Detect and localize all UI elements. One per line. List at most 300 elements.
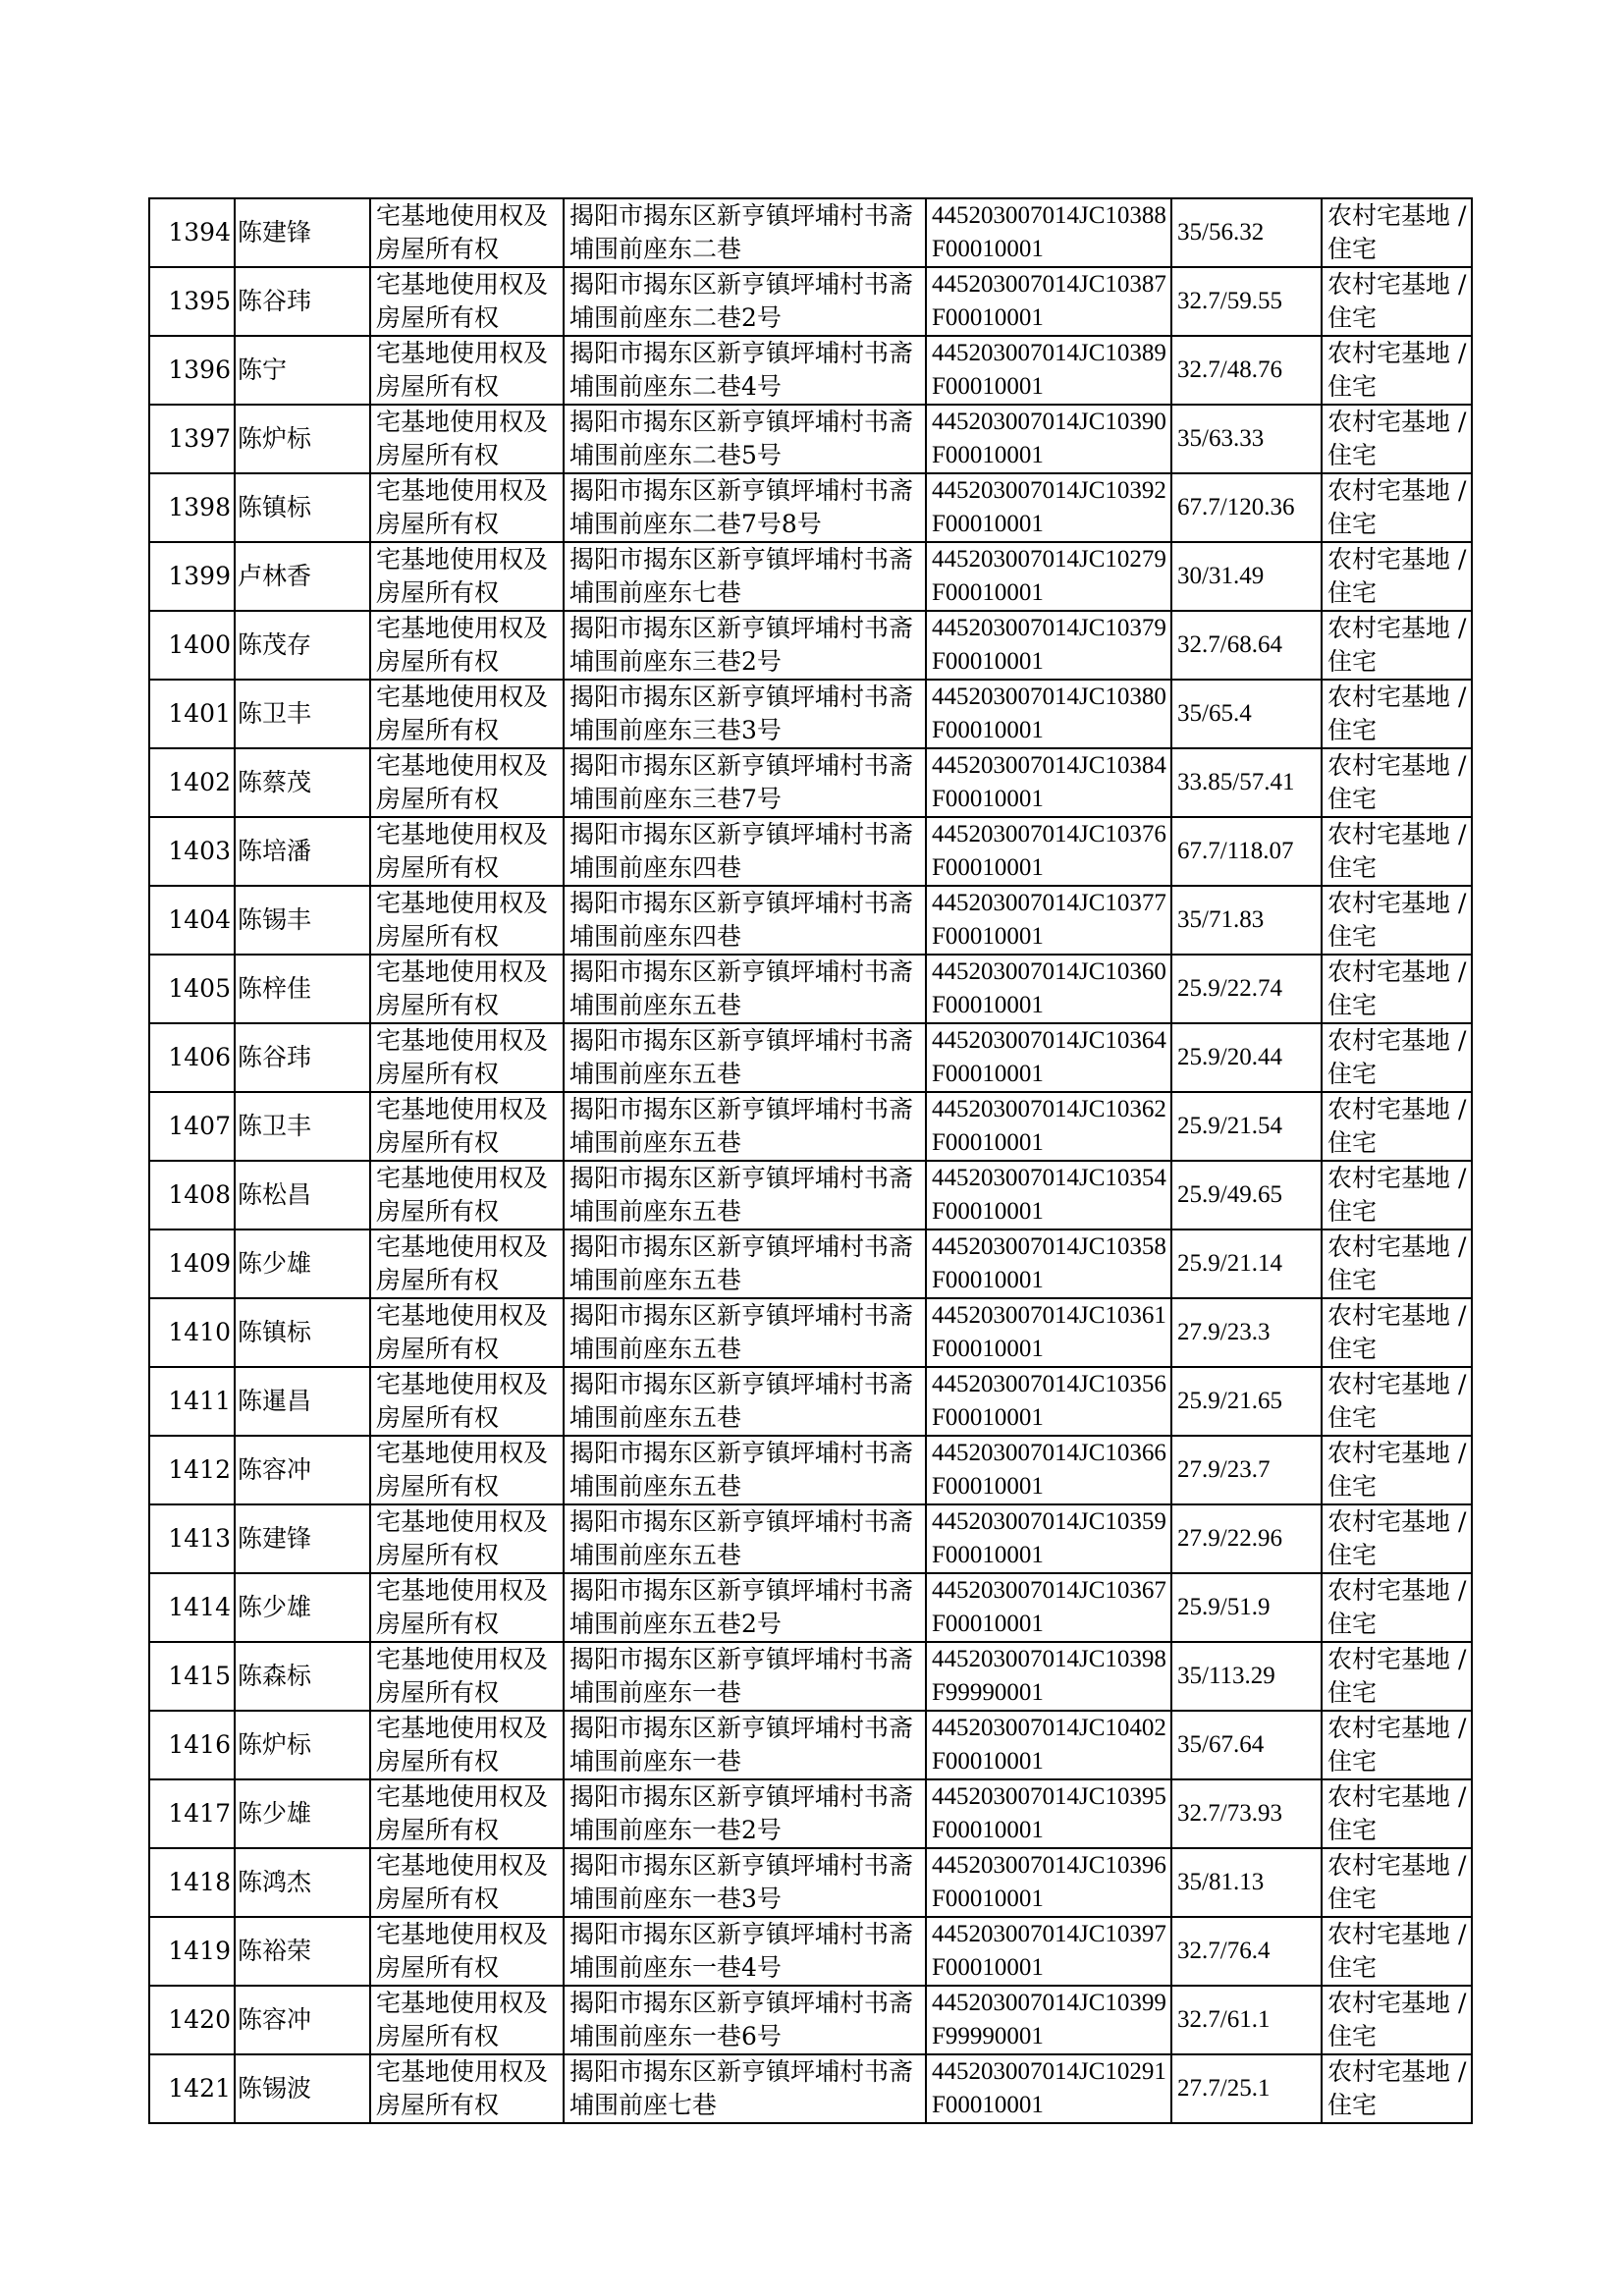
row-number-cell-text: 1409 xyxy=(168,1249,231,1278)
owner-name-cell-text: 陈卫丰 xyxy=(238,699,312,728)
right-type-cell xyxy=(370,1023,564,1092)
owner-name-cell xyxy=(235,542,370,611)
area-cell xyxy=(1171,1367,1322,1436)
area-cell xyxy=(1171,1092,1322,1161)
row-number-cell xyxy=(149,1642,235,1711)
row-number-cell xyxy=(149,1986,235,2054)
land-use-cell xyxy=(1322,1367,1472,1436)
owner-name-cell-text: 陈谷玮 xyxy=(238,1043,312,1071)
row-number-cell-text: 1416 xyxy=(168,1730,231,1759)
land-use-cell xyxy=(1322,1092,1472,1161)
land-use-cell-text: 农村宅基地 / 住宅 xyxy=(1327,1714,1467,1776)
right-type-cell xyxy=(370,1779,564,1848)
owner-name-cell-text: 陈锡波 xyxy=(238,2074,312,2103)
owner-name-cell-text: 陈镇标 xyxy=(238,493,312,521)
land-use-cell-text: 农村宅基地 / 住宅 xyxy=(1327,1989,1467,2050)
land-use-cell-text: 农村宅基地 / 住宅 xyxy=(1327,751,1467,813)
location-cell xyxy=(564,336,926,405)
row-number-cell-text: 1410 xyxy=(168,1318,231,1346)
land-use-cell-text: 农村宅基地 / 住宅 xyxy=(1327,408,1467,469)
right-type-cell xyxy=(370,2054,564,2123)
location-cell xyxy=(564,1298,926,1367)
area-cell-text: 25.9/21.14 xyxy=(1177,1250,1282,1277)
area-cell-text: 25.9/21.54 xyxy=(1177,1113,1282,1139)
area-cell xyxy=(1171,817,1322,886)
table-row xyxy=(149,955,1472,1023)
location-cell-text: 揭阳市揭东区新亨镇坪埔村书斋埔围前座东一巷 xyxy=(569,1714,914,1776)
land-use-cell-text: 农村宅基地 / 住宅 xyxy=(1327,2057,1467,2119)
row-number-cell-text: 1418 xyxy=(168,1868,231,1896)
owner-name-cell-text: 陈镇标 xyxy=(238,1318,312,1346)
area-cell-text: 35/67.64 xyxy=(1177,1731,1265,1758)
row-number-cell-text: 1403 xyxy=(168,837,231,865)
right-type-cell xyxy=(370,473,564,542)
row-number-cell xyxy=(149,542,235,611)
unit-code-cell xyxy=(926,1779,1171,1848)
owner-name-cell xyxy=(235,1092,370,1161)
land-use-cell-text: 农村宅基地 / 住宅 xyxy=(1327,339,1467,401)
right-type-cell xyxy=(370,1986,564,2054)
owner-name-cell xyxy=(235,267,370,336)
right-type-cell-text: 宅基地使用权及房屋所有权 xyxy=(376,201,549,263)
land-use-cell-text: 农村宅基地 / 住宅 xyxy=(1327,1301,1467,1363)
area-cell xyxy=(1171,267,1322,336)
area-cell xyxy=(1171,1436,1322,1504)
area-cell-text: 25.9/22.74 xyxy=(1177,975,1282,1002)
area-cell xyxy=(1171,1573,1322,1642)
row-number-cell xyxy=(149,336,235,405)
unit-code-cell xyxy=(926,2054,1171,2123)
unit-code-cell-text: 445203007014JC10362F00010001 xyxy=(932,1096,1166,1156)
right-type-cell-text: 宅基地使用权及房屋所有权 xyxy=(376,1026,549,1088)
location-cell xyxy=(564,1917,926,1986)
owner-name-cell xyxy=(235,680,370,748)
location-cell-text: 揭阳市揭东区新亨镇坪埔村书斋埔围前座东一巷4号 xyxy=(569,1920,914,1982)
right-type-cell xyxy=(370,1161,564,1229)
unit-code-cell xyxy=(926,473,1171,542)
location-cell xyxy=(564,1848,926,1917)
area-cell-text: 27.9/23.3 xyxy=(1177,1319,1271,1345)
unit-code-cell xyxy=(926,198,1171,267)
row-number-cell-text: 1405 xyxy=(168,974,231,1003)
row-number-cell-text: 1399 xyxy=(168,562,231,590)
unit-code-cell xyxy=(926,1436,1171,1504)
land-use-cell xyxy=(1322,1917,1472,1986)
right-type-cell-text: 宅基地使用权及房屋所有权 xyxy=(376,545,549,607)
unit-code-cell xyxy=(926,405,1171,473)
location-cell xyxy=(564,1573,926,1642)
row-number-cell xyxy=(149,1023,235,1092)
unit-code-cell-text: 445203007014JC10291F00010001 xyxy=(932,2058,1166,2118)
land-use-cell-text: 农村宅基地 / 住宅 xyxy=(1327,1920,1467,1982)
location-cell-text: 揭阳市揭东区新亨镇坪埔村书斋埔围前座东五巷 xyxy=(569,1507,914,1569)
row-number-cell xyxy=(149,1161,235,1229)
location-cell xyxy=(564,1986,926,2054)
right-type-cell-text: 宅基地使用权及房屋所有权 xyxy=(376,820,549,882)
right-type-cell-text: 宅基地使用权及房屋所有权 xyxy=(376,408,549,469)
table-row xyxy=(149,1229,1472,1298)
land-use-cell xyxy=(1322,1711,1472,1779)
area-cell xyxy=(1171,2054,1322,2123)
owner-name-cell-text: 陈锡丰 xyxy=(238,905,312,934)
unit-code-cell-text: 445203007014JC10388F00010001 xyxy=(932,202,1166,262)
location-cell xyxy=(564,542,926,611)
area-cell-text: 35/81.13 xyxy=(1177,1869,1265,1895)
unit-code-cell xyxy=(926,1367,1171,1436)
unit-code-cell-text: 445203007014JC10399F99990001 xyxy=(932,1990,1166,2049)
table-row xyxy=(149,1779,1472,1848)
right-type-cell xyxy=(370,1573,564,1642)
location-cell-text: 揭阳市揭东区新亨镇坪埔村书斋埔围前座东五巷 xyxy=(569,1370,914,1432)
right-type-cell xyxy=(370,1298,564,1367)
area-cell-text: 30/31.49 xyxy=(1177,563,1265,589)
table-row xyxy=(149,886,1472,955)
land-use-cell xyxy=(1322,473,1472,542)
right-type-cell-text: 宅基地使用权及房屋所有权 xyxy=(376,1576,549,1638)
row-number-cell-text: 1400 xyxy=(168,630,231,659)
owner-name-cell xyxy=(235,405,370,473)
location-cell xyxy=(564,817,926,886)
location-cell xyxy=(564,1711,926,1779)
area-cell xyxy=(1171,1779,1322,1848)
land-use-cell-text: 农村宅基地 / 住宅 xyxy=(1327,1576,1467,1638)
unit-code-cell xyxy=(926,1711,1171,1779)
owner-name-cell xyxy=(235,473,370,542)
location-cell-text: 揭阳市揭东区新亨镇坪埔村书斋埔围前座东五巷 xyxy=(569,1439,914,1501)
table-row xyxy=(149,198,1472,267)
area-cell xyxy=(1171,1229,1322,1298)
area-cell-text: 25.9/20.44 xyxy=(1177,1044,1282,1070)
land-use-cell-text: 农村宅基地 / 住宅 xyxy=(1327,476,1467,538)
area-cell xyxy=(1171,886,1322,955)
right-type-cell-text: 宅基地使用权及房屋所有权 xyxy=(376,1095,549,1157)
table-row xyxy=(149,1367,1472,1436)
unit-code-cell xyxy=(926,817,1171,886)
area-cell xyxy=(1171,336,1322,405)
unit-code-cell-text: 445203007014JC10384F00010001 xyxy=(932,752,1166,812)
land-use-cell xyxy=(1322,817,1472,886)
location-cell xyxy=(564,1229,926,1298)
right-type-cell xyxy=(370,1504,564,1573)
land-use-cell-text: 农村宅基地 / 住宅 xyxy=(1327,545,1467,607)
area-cell-text: 32.7/59.55 xyxy=(1177,288,1282,314)
owner-name-cell-text: 陈裕荣 xyxy=(238,1937,312,1965)
location-cell xyxy=(564,1092,926,1161)
owner-name-cell xyxy=(235,1436,370,1504)
table-row xyxy=(149,267,1472,336)
location-cell xyxy=(564,886,926,955)
location-cell-text: 揭阳市揭东区新亨镇坪埔村书斋埔围前座东三巷7号 xyxy=(569,751,914,813)
right-type-cell xyxy=(370,405,564,473)
right-type-cell-text: 宅基地使用权及房屋所有权 xyxy=(376,889,549,951)
land-use-cell xyxy=(1322,1436,1472,1504)
area-cell xyxy=(1171,1642,1322,1711)
land-use-cell xyxy=(1322,1504,1472,1573)
land-use-cell xyxy=(1322,1573,1472,1642)
unit-code-cell xyxy=(926,1848,1171,1917)
area-cell-text: 35/113.29 xyxy=(1177,1663,1275,1689)
owner-name-cell xyxy=(235,1711,370,1779)
right-type-cell-text: 宅基地使用权及房屋所有权 xyxy=(376,1782,549,1844)
location-cell-text: 揭阳市揭东区新亨镇坪埔村书斋埔围前座东五巷 xyxy=(569,1026,914,1088)
area-cell xyxy=(1171,611,1322,680)
land-use-cell xyxy=(1322,1848,1472,1917)
owner-name-cell-text: 陈鸿杰 xyxy=(238,1868,312,1896)
unit-code-cell xyxy=(926,1161,1171,1229)
owner-name-cell xyxy=(235,1848,370,1917)
right-type-cell xyxy=(370,955,564,1023)
table-row xyxy=(149,1986,1472,2054)
row-number-cell-text: 1417 xyxy=(168,1799,231,1828)
unit-code-cell-text: 445203007014JC10402F00010001 xyxy=(932,1715,1166,1775)
location-cell-text: 揭阳市揭东区新亨镇坪埔村书斋埔围前座东五巷 xyxy=(569,957,914,1019)
area-cell-text: 67.7/120.36 xyxy=(1177,494,1295,520)
unit-code-cell xyxy=(926,1092,1171,1161)
row-number-cell xyxy=(149,1917,235,1986)
right-type-cell-text: 宅基地使用权及房屋所有权 xyxy=(376,751,549,813)
owner-name-cell xyxy=(235,817,370,886)
area-cell xyxy=(1171,198,1322,267)
location-cell xyxy=(564,1023,926,1092)
row-number-cell-text: 1398 xyxy=(168,493,231,521)
row-number-cell xyxy=(149,1779,235,1848)
right-type-cell-text: 宅基地使用权及房屋所有权 xyxy=(376,2057,549,2119)
unit-code-cell xyxy=(926,1023,1171,1092)
unit-code-cell xyxy=(926,336,1171,405)
owner-name-cell-text: 陈炉标 xyxy=(238,1730,312,1759)
location-cell-text: 揭阳市揭东区新亨镇坪埔村书斋埔围前座东二巷7号8号 xyxy=(569,476,914,538)
unit-code-cell-text: 445203007014JC10392F00010001 xyxy=(932,477,1166,537)
location-cell xyxy=(564,955,926,1023)
land-use-cell xyxy=(1322,1642,1472,1711)
unit-code-cell xyxy=(926,955,1171,1023)
right-type-cell xyxy=(370,1917,564,1986)
row-number-cell xyxy=(149,1229,235,1298)
unit-code-cell xyxy=(926,1917,1171,1986)
right-type-cell xyxy=(370,748,564,817)
row-number-cell xyxy=(149,886,235,955)
area-cell xyxy=(1171,473,1322,542)
table-row xyxy=(149,680,1472,748)
right-type-cell xyxy=(370,542,564,611)
unit-code-cell-text: 445203007014JC10364F00010001 xyxy=(932,1027,1166,1087)
location-cell xyxy=(564,198,926,267)
land-use-cell xyxy=(1322,1298,1472,1367)
right-type-cell-text: 宅基地使用权及房屋所有权 xyxy=(376,476,549,538)
row-number-cell xyxy=(149,611,235,680)
table-row xyxy=(149,1573,1472,1642)
row-number-cell-text: 1411 xyxy=(168,1387,231,1415)
table-row xyxy=(149,1092,1472,1161)
land-use-cell-text: 农村宅基地 / 住宅 xyxy=(1327,614,1467,676)
unit-code-cell-text: 445203007014JC10354F00010001 xyxy=(932,1165,1166,1225)
owner-name-cell-text: 陈少雄 xyxy=(238,1799,312,1828)
table-row xyxy=(149,336,1472,405)
location-cell xyxy=(564,2054,926,2123)
unit-code-cell-text: 445203007014JC10279F00010001 xyxy=(932,546,1166,606)
row-number-cell-text: 1414 xyxy=(168,1593,231,1621)
location-cell xyxy=(564,405,926,473)
table-row xyxy=(149,405,1472,473)
unit-code-cell xyxy=(926,680,1171,748)
right-type-cell-text: 宅基地使用权及房屋所有权 xyxy=(376,1439,549,1501)
owner-name-cell-text: 陈卫丰 xyxy=(238,1112,312,1140)
owner-name-cell xyxy=(235,1161,370,1229)
row-number-cell xyxy=(149,1436,235,1504)
row-number-cell xyxy=(149,680,235,748)
land-use-cell xyxy=(1322,1986,1472,2054)
owner-name-cell xyxy=(235,1023,370,1092)
land-use-cell xyxy=(1322,336,1472,405)
owner-name-cell xyxy=(235,198,370,267)
unit-code-cell-text: 445203007014JC10366F00010001 xyxy=(932,1440,1166,1500)
unit-code-cell xyxy=(926,1298,1171,1367)
land-use-cell-text: 农村宅基地 / 住宅 xyxy=(1327,1782,1467,1844)
owner-name-cell-text: 陈容冲 xyxy=(238,1455,312,1484)
row-number-cell xyxy=(149,1367,235,1436)
row-number-cell xyxy=(149,1848,235,1917)
owner-name-cell xyxy=(235,1986,370,2054)
unit-code-cell-text: 445203007014JC10387F00010001 xyxy=(932,271,1166,331)
land-use-cell xyxy=(1322,405,1472,473)
table-row xyxy=(149,542,1472,611)
location-cell xyxy=(564,1504,926,1573)
row-number-cell-text: 1407 xyxy=(168,1112,231,1140)
right-type-cell xyxy=(370,267,564,336)
area-cell xyxy=(1171,1023,1322,1092)
row-number-cell xyxy=(149,1573,235,1642)
table-row xyxy=(149,1298,1472,1367)
land-use-cell xyxy=(1322,2054,1472,2123)
table-row xyxy=(149,1023,1472,1092)
land-use-cell xyxy=(1322,1779,1472,1848)
right-type-cell-text: 宅基地使用权及房屋所有权 xyxy=(376,1370,549,1432)
land-use-cell xyxy=(1322,886,1472,955)
owner-name-cell xyxy=(235,1229,370,1298)
row-number-cell-text: 1420 xyxy=(168,2005,231,2034)
land-use-cell-text: 农村宅基地 / 住宅 xyxy=(1327,201,1467,263)
owner-name-cell xyxy=(235,1573,370,1642)
row-number-cell-text: 1401 xyxy=(168,699,231,728)
location-cell-text: 揭阳市揭东区新亨镇坪埔村书斋埔围前座东五巷 xyxy=(569,1301,914,1363)
location-cell-text: 揭阳市揭东区新亨镇坪埔村书斋埔围前座东二巷5号 xyxy=(569,408,914,469)
location-cell xyxy=(564,748,926,817)
land-use-cell xyxy=(1322,1161,1472,1229)
owner-name-cell-text: 陈宁 xyxy=(238,355,288,384)
right-type-cell xyxy=(370,1367,564,1436)
right-type-cell-text: 宅基地使用权及房屋所有权 xyxy=(376,1645,549,1707)
owner-name-cell-text: 陈梓佳 xyxy=(238,974,312,1003)
area-cell xyxy=(1171,748,1322,817)
unit-code-cell-text: 445203007014JC10397F00010001 xyxy=(932,1921,1166,1981)
right-type-cell-text: 宅基地使用权及房屋所有权 xyxy=(376,339,549,401)
registry-table xyxy=(148,197,1473,2124)
unit-code-cell xyxy=(926,1986,1171,2054)
unit-code-cell-text: 445203007014JC10356F00010001 xyxy=(932,1371,1166,1431)
land-use-cell-text: 农村宅基地 / 住宅 xyxy=(1327,1026,1467,1088)
right-type-cell xyxy=(370,198,564,267)
land-use-cell-text: 农村宅基地 / 住宅 xyxy=(1327,1095,1467,1157)
location-cell xyxy=(564,611,926,680)
location-cell-text: 揭阳市揭东区新亨镇坪埔村书斋埔围前座七巷 xyxy=(569,2057,914,2119)
area-cell xyxy=(1171,1298,1322,1367)
area-cell xyxy=(1171,1848,1322,1917)
unit-code-cell xyxy=(926,1229,1171,1298)
unit-code-cell xyxy=(926,267,1171,336)
area-cell-text: 27.7/25.1 xyxy=(1177,2075,1271,2102)
row-number-cell xyxy=(149,1504,235,1573)
location-cell-text: 揭阳市揭东区新亨镇坪埔村书斋埔围前座东五巷 xyxy=(569,1095,914,1157)
location-cell-text: 揭阳市揭东区新亨镇坪埔村书斋埔围前座东一巷6号 xyxy=(569,1989,914,2050)
right-type-cell-text: 宅基地使用权及房屋所有权 xyxy=(376,957,549,1019)
row-number-cell-text: 1395 xyxy=(168,287,231,315)
row-number-cell-text: 1421 xyxy=(168,2074,231,2103)
unit-code-cell-text: 445203007014JC10380F00010001 xyxy=(932,683,1166,743)
area-cell-text: 35/71.83 xyxy=(1177,906,1265,933)
unit-code-cell-text: 445203007014JC10360F00010001 xyxy=(932,958,1166,1018)
right-type-cell xyxy=(370,886,564,955)
row-number-cell-text: 1396 xyxy=(168,355,231,384)
area-cell xyxy=(1171,1917,1322,1986)
row-number-cell xyxy=(149,955,235,1023)
right-type-cell-text: 宅基地使用权及房屋所有权 xyxy=(376,1301,549,1363)
right-type-cell-text: 宅基地使用权及房屋所有权 xyxy=(376,1851,549,1913)
table-row xyxy=(149,1642,1472,1711)
table-row xyxy=(149,817,1472,886)
unit-code-cell-text: 445203007014JC10359F00010001 xyxy=(932,1508,1166,1568)
right-type-cell xyxy=(370,1642,564,1711)
right-type-cell xyxy=(370,336,564,405)
area-cell xyxy=(1171,955,1322,1023)
right-type-cell-text: 宅基地使用权及房屋所有权 xyxy=(376,270,549,332)
location-cell xyxy=(564,1436,926,1504)
land-use-cell-text: 农村宅基地 / 住宅 xyxy=(1327,1507,1467,1569)
row-number-cell-text: 1415 xyxy=(168,1662,231,1690)
right-type-cell-text: 宅基地使用权及房屋所有权 xyxy=(376,1714,549,1776)
land-use-cell xyxy=(1322,748,1472,817)
unit-code-cell xyxy=(926,611,1171,680)
land-use-cell-text: 农村宅基地 / 住宅 xyxy=(1327,820,1467,882)
area-cell xyxy=(1171,1711,1322,1779)
right-type-cell xyxy=(370,817,564,886)
right-type-cell-text: 宅基地使用权及房屋所有权 xyxy=(376,1920,549,1982)
land-use-cell xyxy=(1322,1023,1472,1092)
land-use-cell xyxy=(1322,267,1472,336)
row-number-cell-text: 1397 xyxy=(168,424,231,453)
table-row xyxy=(149,1436,1472,1504)
right-type-cell xyxy=(370,1848,564,1917)
area-cell-text: 25.9/49.65 xyxy=(1177,1181,1282,1208)
land-use-cell xyxy=(1322,1229,1472,1298)
land-use-cell xyxy=(1322,680,1472,748)
right-type-cell-text: 宅基地使用权及房屋所有权 xyxy=(376,1989,549,2050)
unit-code-cell-text: 445203007014JC10377F00010001 xyxy=(932,890,1166,950)
area-cell xyxy=(1171,1161,1322,1229)
area-cell-text: 32.7/61.1 xyxy=(1177,2006,1271,2033)
table-row xyxy=(149,473,1472,542)
location-cell-text: 揭阳市揭东区新亨镇坪埔村书斋埔围前座东二巷 xyxy=(569,201,914,263)
location-cell-text: 揭阳市揭东区新亨镇坪埔村书斋埔围前座东七巷 xyxy=(569,545,914,607)
land-use-cell xyxy=(1322,198,1472,267)
owner-name-cell-text: 陈容冲 xyxy=(238,2005,312,2034)
row-number-cell-text: 1412 xyxy=(168,1455,231,1484)
owner-name-cell-text: 陈蔡茂 xyxy=(238,768,312,796)
row-number-cell-text: 1413 xyxy=(168,1524,231,1553)
owner-name-cell-text: 陈松昌 xyxy=(238,1180,312,1209)
row-number-cell xyxy=(149,748,235,817)
land-use-cell xyxy=(1322,955,1472,1023)
right-type-cell-text: 宅基地使用权及房屋所有权 xyxy=(376,1164,549,1226)
